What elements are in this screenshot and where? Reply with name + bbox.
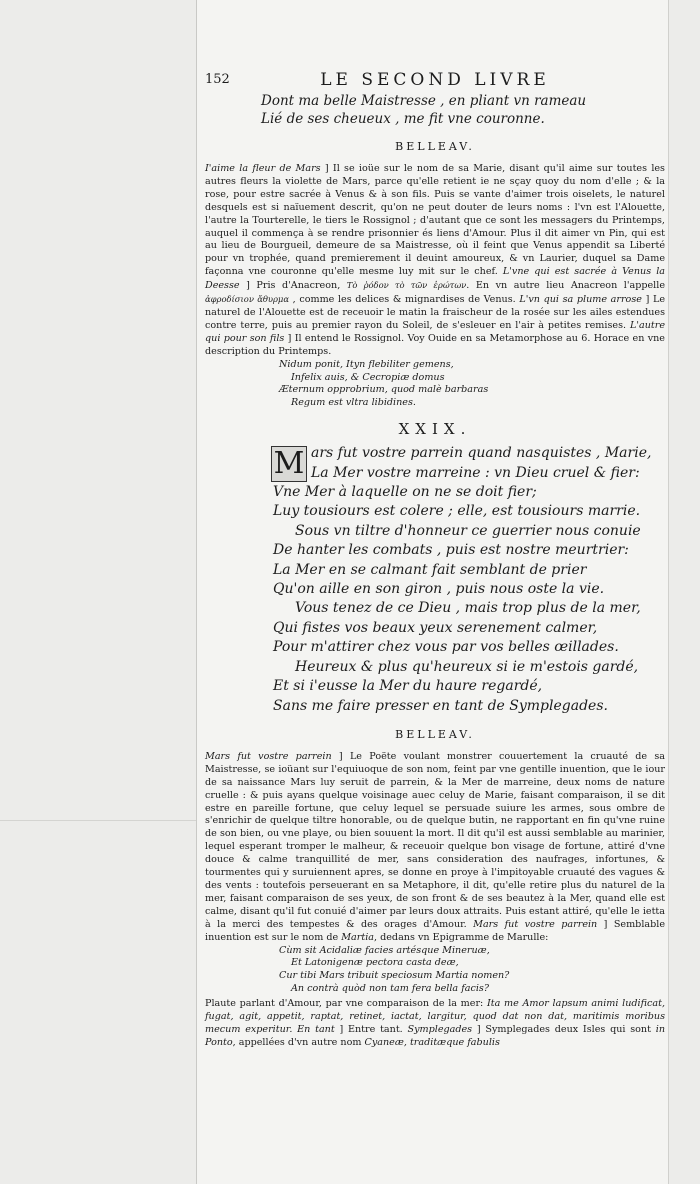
lemma-text: Cyaneæ, traditæque fabulis <box>364 1036 500 1048</box>
sonnet <box>273 444 665 716</box>
sonnet-line: Et si i'eusse la Mer du haure regardé, <box>273 678 543 695</box>
lemma-text: Ita me Amor lapsum animi ludificat, fugat, agit, appetit, raptat, retinet, iactat, largitur, quod dat non dat, maritimis moribus mecum experitur. <box>205 998 666 1035</box>
scan-page-edge <box>668 0 669 1184</box>
latin-line: Infelix auis, & Cecropiæ domus <box>291 371 445 383</box>
prose-text: , dedans vn Epigramme de Marulle: <box>374 931 549 943</box>
prose-text: ] Le Poëte voulant monstrer couuertement la cruauté de sa Maistresse, se ioüant sur l'equiuoque de son nom, feint par vne gentille inuention, que le iour de sa naissance Mars luy seruit de parrein, & la Mer de marreine, deux noms de nature cruelle : & puis ayans quelque voisinage auec celuy de Marie, faisant comparaison, il se dit estre en pareille fortune, que celuy lequel se persuade suiure les armes, sous ombre de s'enrichir de quelque tiltre honorable, ou de quelque butin, ne rapportant en fin qu'vne ruine de son bien, ou vne playe, ou bien souuent la mort. Il dit qu'il est aussi semblable au marinier, lequel esperant tromper le malheur, & receuoir quelque bon visage de fortune, attiré d'vne douce & calme tranquillité de mer, sans consideration des naufrages, infortunes, & tourmentes qui y suruiennent apres, se donne en proye à l'impitoyable cruauté des vagues & des vents : toutefois perseuerant en sa Metaphore, il dit, qu'elle retire plus du naturel de la mer, faisant comparaison de ses yeux, de son front & de ses beautez à la Mer, quand elle est calme, disant qu'il fut conuié d'aimer par leurs doux attraits. Puis estant attiré, qu'elle le ietta à la merci des tempestes & des orages d'Amour. <box>205 750 666 930</box>
prose-text: Plaute parlant d'Amour, par vne comparaison de la mer: <box>205 998 487 1010</box>
sonnet-line: Vne Mer à laquelle on ne se doit fier; <box>273 484 537 501</box>
prose-text: ] Le naturel de l'Alouette est de receuoir le matin la fraischeur de la rosée sur les ailes estendues contre terre, puis au premier rayon du Soleil, de s'esleuer en l'air à petites remises. <box>205 294 665 331</box>
sonnet-line: Qui fistes vos beaux yeux serenement calmer, <box>273 619 598 636</box>
commentary-heading: BELLEAV. <box>395 727 475 741</box>
intro-verse <box>261 92 665 128</box>
sonnet-line: Sous vn tiltre d'honneur ce guerrier nous conuie <box>295 522 641 539</box>
commentary-paragraph <box>205 163 665 359</box>
latin-line: Nidum ponit, Ityn flebiliter gemens, <box>279 358 454 370</box>
sonnet-line: Qu'on aille en son giron , puis nous oste la vie. <box>273 581 605 598</box>
commentary-paragraph <box>205 751 665 945</box>
prose-text: , appellées d'vn autre nom <box>232 1036 365 1048</box>
latin-line: Æternum opprobrium, quod malè barbaras <box>279 384 489 396</box>
latin-line: Cur tibi Mars tribuit speciosum Martia nomen? <box>279 970 510 982</box>
dropcap-initial: M <box>271 446 307 482</box>
lemma-text: Mars fut vostre parrein <box>473 918 598 930</box>
lemma-text: Martia <box>341 931 375 943</box>
latin-line: An contrà quòd non tam fera bella facis? <box>291 983 489 995</box>
sonnet-line: La Mer vostre marreine : vn Dieu cruel & fier: <box>311 464 640 481</box>
sonnet-line: La Mer en se calmant fait semblant de prier <box>273 561 587 578</box>
latin-line: Et Latonigenæ pectora casta deæ, <box>291 957 459 969</box>
latin-line: Regum est vltra libidines. <box>291 397 416 409</box>
sonnet-line: Vous tenez de ce Dieu , mais trop plus de la mer, <box>295 600 641 617</box>
commentary-heading: BELLEAV. <box>395 140 475 153</box>
lemma-text: L'vne qui est sacrée à Venus la Deesse <box>205 266 665 292</box>
sonnet-line: Pour m'attirer chez vous par vos belles œillades. <box>273 639 619 656</box>
sonnet-line: ars fut vostre parrein quand nasquistes , Marie, <box>311 445 652 462</box>
commentary-paragraph <box>205 998 665 1050</box>
lemma-text: L'autre qui pour son fils <box>205 319 665 344</box>
lemma-text: in Ponto <box>205 1023 665 1048</box>
prose-text: ] Il se ioüe sur le nom de sa Marie, disant qu'il aime sur toutes les autres fleurs la violette de Mars, parce qu'elle retient ie ne sçay quoy du nom d'elle ; & la rose, pour estre sacrée à Venus & à son fils. Puis se vante d'aimer trois oiselets, le naturel desquels est si naïuement descrit, qu'on ne peut douter de leurs noms : l'vn est l'Alouette, l'autre la Tourterelle, le tiers le Rossignol ; d'autant que ce sont les messagers du Printemps, auquel il commença à se rendre prisonnier és liens d'Amour. Plus il dit aimer vn Pin, qui est au lieu de Bourgueil, demeure de sa Maistresse, où il feint que Venus appendit sa Liberté pour vn trophée, quand premierement il deuint amoureux, & vn Laurier, duquel sa Dame façonna vne couronne qu'elle mesme luy mit sur le chef. <box>205 163 665 278</box>
verse-line: Lié de ses cheueux , me fit vne couronne. <box>261 111 545 127</box>
prose-text: ] Entre tant. <box>334 1023 408 1035</box>
lemma-text: I'aime la fleur de Mars <box>205 163 321 174</box>
latin-line: Cùm sit Acidaliæ facies artésque Mineruæ, <box>279 944 490 956</box>
greek-text: ἀφροδίσιον ἄθυρμα <box>205 294 290 305</box>
sonnet-line: De hanter les combats , puis est nostre meurtrier: <box>273 542 629 559</box>
latin-quote <box>279 359 665 411</box>
page-content <box>205 70 665 1050</box>
prose-text: . En vn autre lieu Anacreon l'appelle <box>466 280 665 292</box>
prose-text: ] Symplegades deux Isles qui sont <box>472 1023 656 1035</box>
page-number: 152 <box>205 72 230 87</box>
latin-quote <box>279 945 665 997</box>
lemma-text: En tant <box>297 1023 335 1035</box>
sonnet-line: Luy tousiours est colere ; elle, est tousiours marrie. <box>273 503 641 520</box>
page-header <box>205 70 665 90</box>
scan-fold-line <box>0 820 196 821</box>
sonnet-line: Sans me faire presser en tant de Symplegades. <box>273 697 608 714</box>
lemma-text: Symplegades <box>407 1023 473 1035</box>
prose-text: ] Pris d'Anacreon, <box>239 280 347 292</box>
prose-text: , comme les delices & mignardises de Venus. <box>289 294 520 306</box>
prose-text: ] Semblable inuention est sur le nom de <box>205 918 666 943</box>
lemma-text: Mars fut vostre parrein <box>205 750 332 762</box>
greek-text: Τὸ ῥόδον τὸ τῶν ἐρώτων <box>346 280 467 291</box>
prose-text: ] Il entend le Rossignol. Voy Ouide en sa Metamorphose au 6. Horace en vne description du Printemps. <box>205 332 665 357</box>
running-head: LE SECOND LIVRE <box>320 70 550 90</box>
book-page <box>197 0 668 1184</box>
verse-line: Dont ma belle Maistresse , en pliant vn rameau <box>261 93 587 109</box>
lemma-text: L'vn qui sa plume arrose <box>519 294 642 306</box>
sonnet-number: XXIX. <box>398 420 472 439</box>
sonnet-line: Heureux & plus qu'heureux si ie m'estois gardé, <box>295 658 639 675</box>
